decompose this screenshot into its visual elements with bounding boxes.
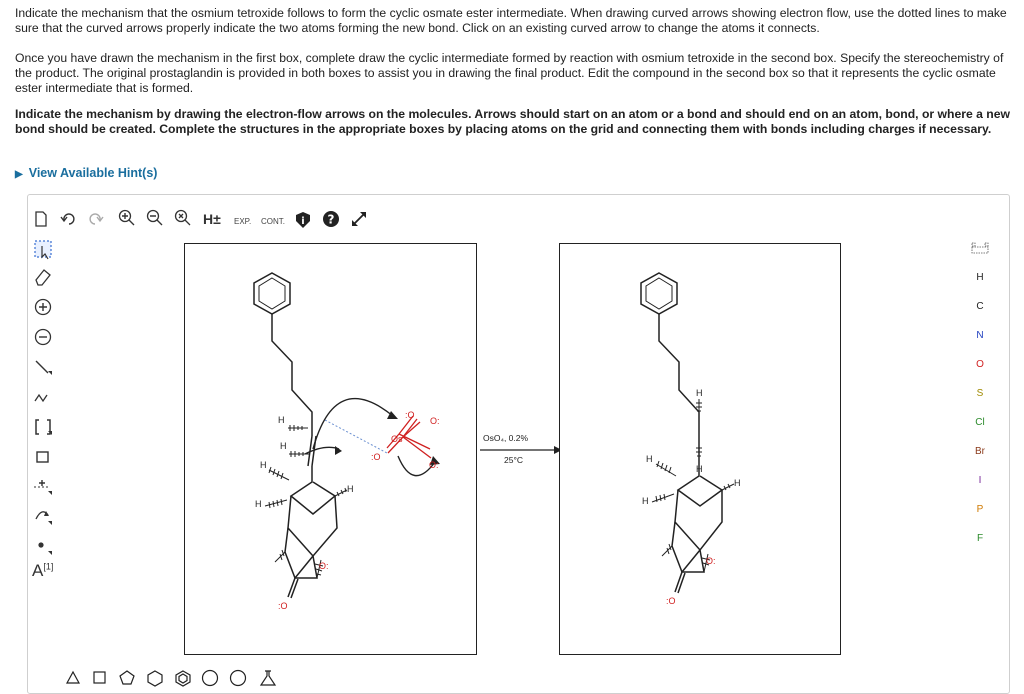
element-button-n[interactable]: N (976, 330, 984, 341)
atom-index-text: [1] (43, 561, 54, 572)
hexagon-ring-tool (148, 671, 162, 686)
atom-label-tool[interactable] (32, 561, 54, 585)
heptagon-ring-tool (203, 671, 218, 686)
carbonyl-oxygen-label-2: :O (666, 596, 676, 606)
element-button-cl[interactable]: Cl (975, 417, 985, 428)
prostaglandin-structure-with-oso4 (185, 244, 478, 656)
expand-button[interactable]: EXP. (234, 217, 252, 226)
bracket-tool[interactable] (32, 417, 54, 441)
view-hints-label: View Available Hint(s) (28, 166, 158, 180)
radical-tool[interactable] (32, 535, 54, 559)
contract-button[interactable]: CONT. (261, 217, 285, 226)
h-label-1: H (278, 415, 285, 425)
h-toggle-button[interactable]: H± (203, 211, 221, 227)
osmium-label: Os (391, 434, 403, 444)
electron-tool[interactable] (32, 475, 54, 499)
triangle-ring-tool (67, 672, 79, 683)
h-label-5: H (255, 499, 262, 509)
h-label-b: H (646, 454, 653, 464)
oxygen-label-3: :O (371, 452, 381, 462)
chemistry-editor[interactable] (27, 194, 1010, 694)
element-button-c[interactable]: C (976, 301, 984, 312)
view-hints-link[interactable] (15, 166, 157, 180)
benzene-ring-tool (176, 671, 190, 686)
ring-templates (63, 667, 293, 687)
ring-oxygen-label-2: O: (706, 556, 716, 566)
element-button-p[interactable]: P (976, 504, 984, 515)
select-tool[interactable] (32, 238, 54, 262)
h-label-3: H (260, 460, 267, 470)
zoom-out-icon[interactable] (146, 209, 164, 230)
fullscreen-icon[interactable] (350, 210, 368, 231)
mechanism-drawing-box[interactable] (184, 243, 477, 655)
element-button-o[interactable]: O (976, 359, 984, 370)
h-label-4: H (347, 484, 354, 494)
reaction-arrow-icon (480, 446, 562, 454)
element-button-s[interactable]: S (976, 388, 984, 399)
caret-right-icon: ▶ (15, 169, 23, 180)
question-paragraph-2: Once you have drawn the mechanism in the first box, complete draw the cyclic intermediate formed by reaction with osmium tetroxide in the second box. Specify the stereochemistry of the product. The original prostaglandin is provided in both boxes to assist you in drawing the final product. Edit the compound in the second box so that it represents the cyclic osmate ester intermediate that is formed. (15, 51, 1004, 95)
negative-charge-icon[interactable] (32, 327, 54, 351)
atom-label-text: A (32, 561, 44, 580)
oxygen-label-2: O: (430, 416, 440, 426)
carbonyl-oxygen-label: :O (278, 601, 288, 611)
element-button-f[interactable]: F (976, 533, 984, 544)
oxygen-label-4: O: (429, 460, 439, 470)
zoom-in-icon[interactable] (118, 209, 136, 230)
h-label-c: H (696, 464, 703, 474)
octagon-ring-tool (231, 671, 246, 686)
rectangle-tool[interactable] (32, 447, 54, 471)
flask-icon (261, 671, 275, 685)
periodic-table-icon[interactable] (970, 241, 990, 258)
curved-arrow-tool[interactable] (32, 505, 54, 529)
positive-charge-icon[interactable] (32, 297, 54, 321)
svg-text:?: ? (327, 212, 335, 227)
new-document-icon[interactable] (34, 211, 48, 230)
eraser-icon[interactable] (32, 267, 54, 291)
info-icon[interactable] (294, 211, 312, 232)
ring-oxygen-label: O: (319, 561, 329, 571)
help-icon[interactable] (322, 210, 340, 231)
h-label-e: H (642, 496, 649, 506)
pentagon-ring-tool (120, 671, 134, 684)
chain-tool[interactable] (32, 387, 54, 411)
reagent-label: OsO₄, 0.2% (483, 433, 529, 443)
prostaglandin-structure-product (560, 244, 842, 656)
svg-text:i: i (301, 216, 305, 227)
element-button-h[interactable]: H (976, 272, 984, 283)
undo-icon[interactable] (60, 211, 76, 230)
element-button-br[interactable]: Br (975, 446, 985, 457)
element-button-i[interactable]: I (978, 475, 982, 486)
square-ring-tool (94, 672, 105, 683)
oxygen-label-1: :O (405, 410, 415, 420)
single-bond-tool[interactable] (32, 357, 54, 381)
product-drawing-box[interactable] (559, 243, 841, 655)
h-label-d: H (734, 478, 741, 488)
h-label-a: H (696, 388, 703, 398)
h-label-2: H (280, 441, 287, 451)
question-instruction: Indicate the mechanism by drawing the electron-flow arrows on the molecules. Arrows should start on an atom or a bond and should end on an atom, bond, or where a new bond should be created. Complete the structures in the appropriate boxes by placing atoms on the grid and connecting them with bonds including charges if necessary. (15, 107, 1010, 136)
question-paragraph-1: Indicate the mechanism that the osmium tetroxide follows to form the cyclic osmate ester intermediate. When drawing curved arrows showing electron flow, use the dotted lines to make sure that the curved arrows properly indicate the two atoms forming the new bond. Click on an existing curved arrow to change the atoms it connects. (15, 6, 1007, 35)
zoom-reset-icon[interactable] (174, 209, 192, 230)
redo-icon[interactable] (88, 211, 104, 230)
temperature-label: 25°C (504, 455, 523, 465)
